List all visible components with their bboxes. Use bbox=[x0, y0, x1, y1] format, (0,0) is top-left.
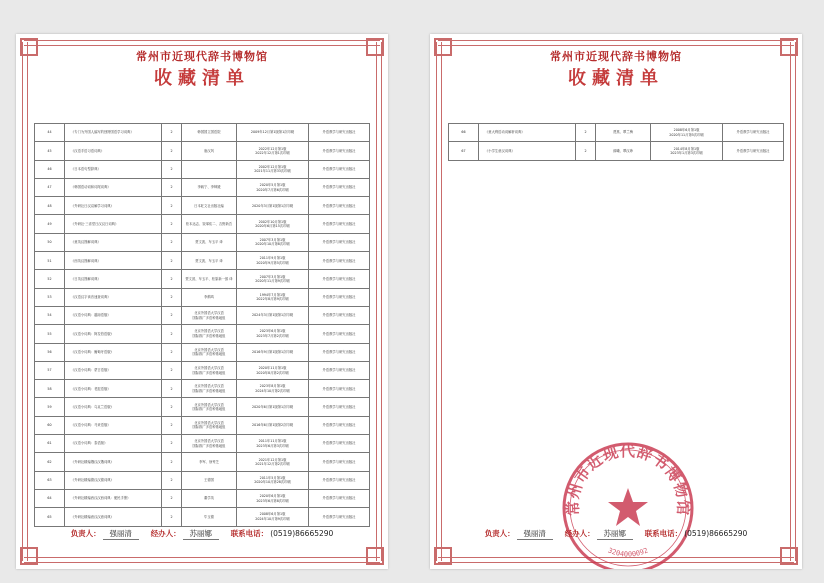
publisher-cell: 外语教学与研究出版社 bbox=[309, 380, 370, 398]
author-cell: 毕玉德 bbox=[182, 508, 237, 526]
quantity-cell: 2 bbox=[162, 178, 182, 196]
row-number-cell: 59 bbox=[35, 398, 65, 416]
table-row bbox=[35, 489, 370, 507]
author-cell: 北京外国语大学汉语 国际推广多语种基地组 bbox=[182, 361, 237, 379]
row-number-cell: 62 bbox=[35, 453, 65, 471]
row-number-cell: 60 bbox=[35, 416, 65, 434]
edition-cell: 2016年6月第1版第2次印刷 bbox=[237, 416, 309, 434]
handler-label: 经办人： bbox=[150, 529, 181, 538]
quantity-cell: 2 bbox=[162, 252, 182, 270]
edition-cell: 2020年11月第1版 2020年8月第2次印刷 bbox=[237, 361, 309, 379]
signature-footer bbox=[16, 528, 388, 540]
edition-cell: 2007年3月第1版 2020年11月第9次印刷 bbox=[237, 270, 309, 288]
quantity-cell: 2 bbox=[162, 197, 182, 215]
edition-cell: 2022年12月第1版 2022年12月第1次印刷 bbox=[237, 142, 309, 160]
frame-border bbox=[24, 557, 380, 563]
row-number-cell: 58 bbox=[35, 380, 65, 398]
author-cell: 薛曦、覃汉珍 bbox=[596, 142, 651, 160]
publisher-cell: 外语教学与研究出版社 bbox=[309, 178, 370, 196]
frame-border bbox=[24, 40, 380, 46]
table-row bbox=[35, 325, 370, 343]
table-row bbox=[35, 508, 370, 526]
frame-border bbox=[790, 42, 796, 561]
edition-cell: 2011年11月第1版 2023年6月第3次印刷 bbox=[237, 435, 309, 453]
table-row bbox=[35, 343, 370, 361]
table-row bbox=[35, 124, 370, 142]
book-title-cell: 《外研社精编意汉汉意词典》 bbox=[65, 508, 162, 526]
publisher-cell: 外语教学与研究出版社 bbox=[309, 142, 370, 160]
book-title-cell: 《汉语小词典：蒙古语版》 bbox=[65, 361, 162, 379]
handler-label: 经办人： bbox=[564, 529, 595, 538]
publisher-cell: 外语教学与研究出版社 bbox=[309, 215, 370, 233]
author-cell: 北京外国语大学汉语 国际推广多语种基地组 bbox=[182, 306, 237, 324]
publisher-cell: 外语教学与研究出版社 bbox=[309, 197, 370, 215]
quantity-cell: 2 bbox=[162, 361, 182, 379]
publisher-cell: 外语教学与研究出版社 bbox=[309, 160, 370, 178]
author-cell: 北京外国语大学汉语 国际推广多语种基地组 bbox=[182, 398, 237, 416]
book-title-cell: 《日本语句型辞典》 bbox=[65, 160, 162, 178]
edition-cell: 1994年7月第1版 2022年8月第9次印刷 bbox=[237, 288, 309, 306]
phone-label: 联系电话： bbox=[230, 529, 269, 538]
quantity-cell: 2 bbox=[162, 288, 182, 306]
frame-border bbox=[438, 40, 794, 46]
row-number-cell: 44 bbox=[35, 124, 65, 142]
book-title-cell: 《意英汉图解词典》 bbox=[65, 233, 162, 251]
author-cell bbox=[182, 160, 237, 178]
row-number-cell: 56 bbox=[35, 343, 65, 361]
official-seal bbox=[558, 438, 698, 569]
edition-cell: 2008年6月第1版 2020年11月第5次印刷 bbox=[651, 124, 723, 142]
edition-cell: 2020年5月第1版 2020年7月第6次印刷 bbox=[237, 178, 309, 196]
table-row bbox=[35, 288, 370, 306]
edition-cell: 2020年6月第1版 2023年6月第8次印刷 bbox=[237, 489, 309, 507]
book-title-cell: 《汉语小词典：阿拉伯语版》 bbox=[65, 325, 162, 343]
table-row bbox=[35, 215, 370, 233]
row-number-cell: 57 bbox=[35, 361, 65, 379]
publisher-cell: 外语教学与研究出版社 bbox=[309, 508, 370, 526]
book-title-cell: 《外研社精编德汉汉德词典》 bbox=[65, 471, 162, 489]
phone-label: 联系电话： bbox=[644, 529, 683, 538]
table-row bbox=[35, 453, 370, 471]
book-title-cell: 《专门为外国人编写的独特国语学习词典》 bbox=[65, 124, 162, 142]
frame-border bbox=[22, 42, 28, 561]
svg-text:3204000092 bbox=[607, 546, 650, 558]
row-number-cell: 51 bbox=[35, 252, 65, 270]
responsible-label: 负责人： bbox=[70, 529, 101, 538]
book-title-cell: 《汉语小词典：马来语版》 bbox=[65, 416, 162, 434]
book-title-cell: 《汉语小词典：泰语版》 bbox=[65, 435, 162, 453]
signature-footer bbox=[430, 528, 802, 540]
author-cell: 贾文波、车玉平、松原新一郎 译 bbox=[182, 270, 237, 288]
book-title-cell: 《汉语小词典：葡萄牙语版》 bbox=[65, 343, 162, 361]
frame-corner bbox=[366, 547, 384, 565]
quantity-cell: 2 bbox=[162, 306, 182, 324]
quantity-cell: 2 bbox=[162, 416, 182, 434]
edition-cell: 2023年8月第1版 2024年10月第2次印刷 bbox=[237, 380, 309, 398]
table-row bbox=[35, 142, 370, 160]
author-cell: 北京外国语大学汉语 国际推广多语种基地组 bbox=[182, 325, 237, 343]
table-row bbox=[35, 471, 370, 489]
table-row bbox=[35, 306, 370, 324]
frame-border bbox=[376, 42, 382, 561]
collection-table bbox=[34, 123, 370, 527]
row-number-cell: 46 bbox=[35, 160, 65, 178]
row-number-cell: 50 bbox=[35, 233, 65, 251]
frame-border bbox=[436, 42, 442, 561]
book-title-cell: 《小学生意汉词典》 bbox=[479, 142, 576, 160]
author-cell: 日本旺文社出版社编 bbox=[182, 197, 237, 215]
publisher-cell: 外语教学与研究出版社 bbox=[723, 142, 784, 160]
author-cell: 李军、徐秀芝 bbox=[182, 453, 237, 471]
phone-number: (0519)86665290 bbox=[270, 529, 334, 538]
author-cell: 董学英 bbox=[182, 489, 237, 507]
row-number-cell: 54 bbox=[35, 306, 65, 324]
quantity-cell: 2 bbox=[162, 124, 182, 142]
publisher-cell: 外语教学与研究出版社 bbox=[723, 124, 784, 142]
seal-number: 3204000092 bbox=[606, 546, 650, 559]
book-title-cell: 《汉语小词典：越南语版》 bbox=[65, 306, 162, 324]
row-number-cell: 65 bbox=[35, 508, 65, 526]
quantity-cell: 2 bbox=[162, 435, 182, 453]
quantity-cell: 2 bbox=[162, 453, 182, 471]
row-number-cell: 47 bbox=[35, 178, 65, 196]
collection-table bbox=[448, 123, 784, 161]
quantity-cell: 2 bbox=[162, 270, 182, 288]
author-cell: 韩国国立国语院 bbox=[182, 124, 237, 142]
publisher-cell: 外语教学与研究出版社 bbox=[309, 489, 370, 507]
edition-cell: 2011年5月第1版 2020年10月第28次印刷 bbox=[237, 471, 309, 489]
quantity-cell: 2 bbox=[162, 398, 182, 416]
quantity-cell: 2 bbox=[162, 233, 182, 251]
author-cell: 李鹤鸣 bbox=[182, 288, 237, 306]
quantity-cell: 2 bbox=[162, 508, 182, 526]
table-row bbox=[449, 124, 784, 142]
quantity-cell: 2 bbox=[162, 489, 182, 507]
quantity-cell: 2 bbox=[576, 124, 596, 142]
table-row bbox=[449, 142, 784, 160]
table-row bbox=[35, 178, 370, 196]
museum-name: 常州市近现代辞书博物馆 bbox=[136, 50, 268, 63]
author-cell: 北京外国语大学汉语 国际推广多语种基地组 bbox=[182, 343, 237, 361]
author-cell: 北京外国语大学汉语 国际推广多语种基地组 bbox=[182, 435, 237, 453]
table-row bbox=[35, 197, 370, 215]
publisher-cell: 外语教学与研究出版社 bbox=[309, 398, 370, 416]
publisher-cell: 外语教学与研究出版社 bbox=[309, 325, 370, 343]
edition-cell: 2009年12月第1版第1次印刷 bbox=[237, 124, 309, 142]
row-number-cell: 55 bbox=[35, 325, 65, 343]
edition-cell: 2007年3月第1版 2020年10月第8次印刷 bbox=[237, 233, 309, 251]
collection-sheet-left bbox=[16, 34, 388, 569]
author-cell: 王德国 bbox=[182, 471, 237, 489]
edition-cell: 2020年3月第1版第1次印刷 bbox=[237, 197, 309, 215]
book-title-cell: 《汉语手语习语词典》 bbox=[65, 142, 162, 160]
edition-cell: 2014年8月第1版 2023年1月第3次印刷 bbox=[651, 142, 723, 160]
museum-name: 常州市近现代辞书博物馆 bbox=[550, 50, 682, 63]
book-title-cell: 《汉语小词典：乌克兰语版》 bbox=[65, 398, 162, 416]
row-number-cell: 61 bbox=[35, 435, 65, 453]
row-number-cell: 64 bbox=[35, 489, 65, 507]
quantity-cell: 2 bbox=[162, 380, 182, 398]
author-cell: 贾文波、车玉平 译 bbox=[182, 252, 237, 270]
publisher-cell: 外语教学与研究出版社 bbox=[309, 343, 370, 361]
table-row bbox=[35, 380, 370, 398]
frame-corner bbox=[780, 547, 798, 565]
book-title-cell: 《韩国语动词和词尾词典》 bbox=[65, 178, 162, 196]
edition-cell: 2021年12月第1版 2021年12月第2次印刷 bbox=[237, 453, 309, 471]
publisher-cell: 外语教学与研究出版社 bbox=[309, 233, 370, 251]
edition-cell: 2023年6月第1版 2023年7月第2次印刷 bbox=[237, 325, 309, 343]
book-title-cell: 《意大利语动词解析词典》 bbox=[479, 124, 576, 142]
book-title-cell: 《日英汉图解词典》 bbox=[65, 270, 162, 288]
frame-corner bbox=[20, 547, 38, 565]
row-number-cell: 66 bbox=[449, 124, 479, 142]
publisher-cell: 外语教学与研究出版社 bbox=[309, 288, 370, 306]
book-title-cell: 《外研社精编俄汉汉俄词典》 bbox=[65, 453, 162, 471]
author-cell: 唐汉风 bbox=[182, 142, 237, 160]
book-title-cell: 《汉语汉字读音速查词典》 bbox=[65, 288, 162, 306]
collection-sheet-right bbox=[430, 34, 802, 569]
seal-text: 常州市近现代辞书博物馆 bbox=[563, 441, 693, 517]
table-row bbox=[35, 361, 370, 379]
edition-cell: 2002年12月第1版 2021年11月第33次印刷 bbox=[237, 160, 309, 178]
book-title-cell: 《汉语小词典：老挝语版》 bbox=[65, 380, 162, 398]
responsible-name: 强丽清 bbox=[517, 528, 553, 540]
publisher-cell: 外语教学与研究出版社 bbox=[309, 124, 370, 142]
book-title-cell: 《西英汉图解词典》 bbox=[65, 252, 162, 270]
quantity-cell: 2 bbox=[576, 142, 596, 160]
publisher-cell: 外语教学与研究出版社 bbox=[309, 435, 370, 453]
edition-cell: 2011年9月第1版 2020年9月第5次印刷 bbox=[237, 252, 309, 270]
author-cell: 北京外国语大学汉语 国际推广多语种基地组 bbox=[182, 380, 237, 398]
row-number-cell: 52 bbox=[35, 270, 65, 288]
row-number-cell: 63 bbox=[35, 471, 65, 489]
handler-name: 苏丽娜 bbox=[183, 528, 219, 540]
author-cell: 贾燕、覃兰梅 bbox=[596, 124, 651, 142]
row-number-cell: 49 bbox=[35, 215, 65, 233]
table-row bbox=[35, 270, 370, 288]
row-number-cell: 53 bbox=[35, 288, 65, 306]
edition-cell: 2016年9月第1版第1次印刷 bbox=[237, 343, 309, 361]
author-cell: 李载宁、李婵媛 bbox=[182, 178, 237, 196]
publisher-cell: 外语教学与研究出版社 bbox=[309, 471, 370, 489]
author-cell: 北京外国语大学汉语 国际推广多语种基地组 bbox=[182, 416, 237, 434]
quantity-cell: 2 bbox=[162, 142, 182, 160]
table-row bbox=[35, 416, 370, 434]
publisher-cell: 外语教学与研究出版社 bbox=[309, 306, 370, 324]
quantity-cell: 2 bbox=[162, 471, 182, 489]
edition-cell: 2008年6月第1版 2024年10月第9次印刷 bbox=[237, 508, 309, 526]
publisher-cell: 外语教学与研究出版社 bbox=[309, 416, 370, 434]
table-row bbox=[35, 435, 370, 453]
row-number-cell: 45 bbox=[35, 142, 65, 160]
book-title-cell: 《外研社日汉双解学习词典》 bbox=[65, 197, 162, 215]
quantity-cell: 2 bbox=[162, 325, 182, 343]
responsible-name: 强丽清 bbox=[103, 528, 139, 540]
edition-cell: 2024年3月第1版第1次印刷 bbox=[237, 306, 309, 324]
publisher-cell: 外语教学与研究出版社 bbox=[309, 361, 370, 379]
frame-corner bbox=[434, 547, 452, 565]
row-number-cell: 67 bbox=[449, 142, 479, 160]
book-title-cell: 《外研社精编西汉汉西词典：便民手册》 bbox=[65, 489, 162, 507]
edition-cell: 2020年6月第1版第1次印刷 bbox=[237, 398, 309, 416]
publisher-cell: 外语教学与研究出版社 bbox=[309, 252, 370, 270]
publisher-cell: 外语教学与研究出版社 bbox=[309, 453, 370, 471]
row-number-cell: 48 bbox=[35, 197, 65, 215]
handler-name: 苏丽娜 bbox=[597, 528, 633, 540]
responsible-label: 负责人： bbox=[484, 529, 515, 538]
list-title: 收藏清单 bbox=[568, 68, 664, 89]
edition-cell: 2002年10月第1版 2020年6月第15次印刷 bbox=[237, 215, 309, 233]
table-row bbox=[35, 398, 370, 416]
author-cell: 贾文波、车玉平 译 bbox=[182, 233, 237, 251]
quantity-cell: 2 bbox=[162, 215, 182, 233]
quantity-cell: 2 bbox=[162, 160, 182, 178]
author-cell: 松本达志、饭塚佑二、吉野新吾 bbox=[182, 215, 237, 233]
table-row bbox=[35, 252, 370, 270]
phone-number: (0519)86665290 bbox=[684, 529, 748, 538]
table-row bbox=[35, 160, 370, 178]
book-title-cell: 《外研社·三省堂日汉汉日词典》 bbox=[65, 215, 162, 233]
list-title: 收藏清单 bbox=[154, 68, 250, 89]
quantity-cell: 2 bbox=[162, 343, 182, 361]
table-row bbox=[35, 233, 370, 251]
publisher-cell: 外语教学与研究出版社 bbox=[309, 270, 370, 288]
